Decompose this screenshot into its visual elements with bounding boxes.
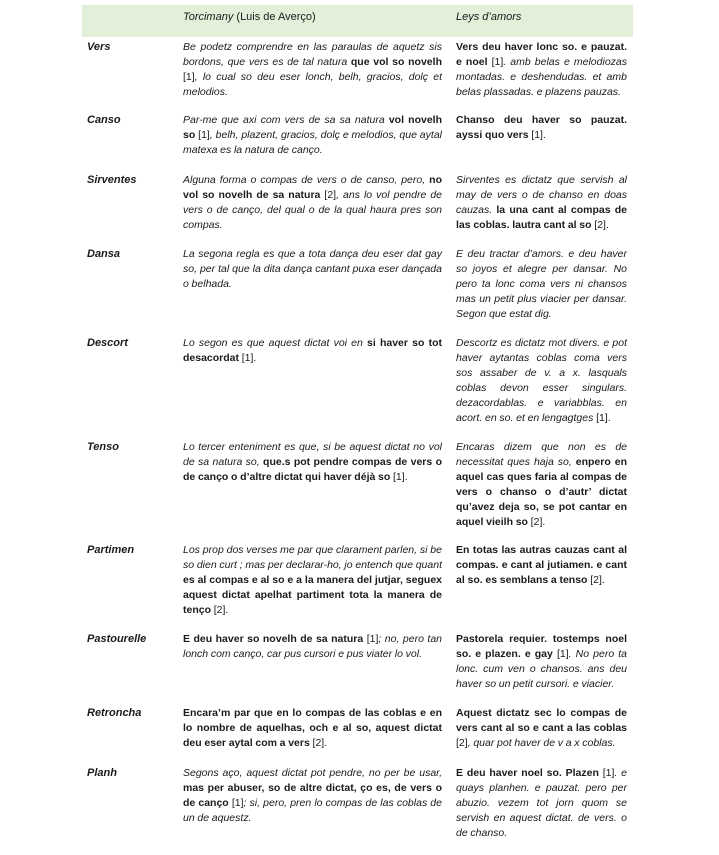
text-segment: que.s pot pendre compas de vers o de canço o d’altre dictat qui haver déjà so: [183, 456, 442, 483]
text-segment: . No pero ta lonc. cum ven o chansos. ans deu haver so un petit cursori. e viacier.: [456, 648, 627, 690]
text-segment: Encara’m par que en lo compas de las coblas e en lo nombre de aquelhas, och e al so, aquest dictat deu eser aytal com a vers: [183, 707, 442, 749]
text-segment: Pastorela requier. tostemps noel so. e plazen. e gay: [456, 633, 627, 660]
cell-leys-damors: [456, 247, 627, 322]
text-segment: Aquest dictatz sec lo compas de vers cant al so e cant a las coblas: [456, 707, 627, 734]
text-segment: la una cant al compas de las coblas. lautra cant al so: [456, 204, 627, 231]
cell-torcimany: [183, 173, 442, 233]
text-segment: Sirventes es dictatz que servish al may de vers o de chanso en doas cauzas.: [456, 174, 627, 216]
header-col-leys: Leys d’amors: [456, 11, 522, 23]
row-term: Vers: [87, 41, 111, 53]
text-segment: [1]: [195, 129, 210, 141]
header-col-torcimany-author: (Luis de Averço): [233, 11, 316, 23]
row-term: Tenso: [87, 441, 119, 453]
header-col-torcimany: [183, 10, 316, 24]
text-segment: es al compas e al so e a la manera del jutjar, seguex aquest dictat apelhat partiment tota la manera de tenço: [183, 574, 442, 616]
text-segment: Vers deu haver lonc so. e pauzat. e noel: [456, 41, 627, 68]
cell-leys-damors: [456, 766, 627, 841]
text-segment: [1]: [487, 56, 504, 68]
text-segment: si haver so tot desacordat: [183, 337, 442, 364]
text-segment: vol novelh so: [183, 114, 442, 141]
text-segment: Lo segon es que aquest dictat voi en: [183, 337, 368, 349]
row-term: Retroncha: [87, 707, 142, 719]
text-segment: , belh, plazent, gracios, dolç e melodios, que aytal matexa es la natura de canço.: [183, 129, 442, 156]
cell-torcimany: [183, 247, 442, 292]
cell-leys-damors: [456, 336, 627, 426]
text-segment: [1]: [598, 767, 615, 779]
row-term: Canso: [87, 114, 121, 126]
cell-leys-damors: [456, 40, 627, 100]
cell-torcimany: [183, 632, 442, 662]
text-segment: [1].: [239, 352, 257, 364]
cell-leys-damors: [456, 113, 627, 143]
text-segment: [1]: [363, 633, 379, 645]
row-term: Descort: [87, 337, 128, 349]
text-segment: . amb belas e melodiozas montadas. e deshendudas. et amb belas plassadas. e plazens pauzas.: [456, 56, 627, 98]
cell-torcimany: [183, 336, 442, 366]
text-segment: ; no, pero tan lonch com canço, car pus cursori e pus viater lo vol.: [183, 633, 442, 660]
text-segment: , quar pot haver de v a x coblas.: [467, 737, 616, 749]
row-term: Pastourelle: [87, 633, 147, 645]
text-segment: [1].: [593, 412, 611, 424]
cell-torcimany: [183, 543, 442, 618]
text-segment: Par-me que axi com vers de sa sa natura: [183, 114, 389, 126]
text-segment: Be podetz comprendre en las paraulas de aquetz sis bordons, que vers es de tal natura: [183, 41, 442, 68]
text-segment: enpero en aquel cas ques faria al compas de vers o chanso o d’autr’ dictat qu’avez deja so, se pot cantar en aquel vieilh so: [456, 456, 627, 528]
text-segment: no vol so novelh de sa natura: [183, 174, 442, 201]
text-segment: [2].: [587, 574, 605, 586]
cell-torcimany: [183, 440, 442, 485]
text-segment: Lo tercer enteniment es que, si be aquest dictat no vol de sa natura so,: [183, 441, 442, 468]
cell-torcimany: [183, 113, 442, 158]
text-segment: E deu haver noel so. Plazen: [456, 767, 599, 779]
text-segment: Encaras dizem que non es de necessitat ques haja so,: [456, 441, 627, 468]
cell-leys-damors: [456, 543, 627, 588]
text-segment: [2].: [527, 516, 546, 528]
text-segment: [2]: [456, 737, 468, 749]
text-segment: . e quays planhen. e pauzat. pero per abuzio. vezem tot jorn quom se servish en aquest dictat. de vers. o de chanso.: [456, 767, 627, 839]
cell-leys-damors: [456, 632, 627, 692]
text-segment: [2].: [309, 737, 328, 749]
table-header: [82, 5, 633, 37]
row-term: Partimen: [87, 544, 135, 556]
text-segment: En totas las autras cauzas cant al compas. e cant al jutiamen. e cant al so. es semblans a tenso: [456, 544, 627, 586]
text-segment: [2].: [591, 219, 609, 231]
text-segment: E deu tractar d’amors. e deu haver so joyos et alegre per dansar. No pero ta lonc coma vers ni chansos mas un petit plus viacier per dansar. Segon que estat dig.: [456, 248, 627, 320]
text-segment: [1]: [228, 797, 244, 809]
text-segment: , ans lo vol pendre de vers o de canço, del qual o de la qual haura pres son compas.: [183, 189, 443, 231]
text-segment: La segona regla es que a tota dança deu eser dat gay so, per tal que la dita dança cantant puxa eser dançada o belhada.: [183, 248, 442, 290]
text-segment: Alguna forma o compas de vers o de canso, pero,: [183, 174, 430, 186]
cell-leys-damors: [456, 440, 627, 530]
text-segment: Los prop dos verses me par que clarament parlen, si be so dien curt ; mas per declarar-ho, jo entench que quant: [183, 544, 442, 571]
text-segment: [1].: [528, 129, 546, 141]
cell-torcimany: [183, 766, 442, 826]
row-term: Dansa: [87, 248, 121, 260]
cell-leys-damors: [456, 173, 627, 233]
text-segment: [2].: [211, 604, 229, 616]
cell-torcimany: [183, 40, 442, 100]
cell-torcimany: [183, 706, 442, 751]
text-segment: E deu haver so novelh de sa natura: [183, 633, 364, 645]
text-segment: Descortz es dictatz mot divers. e pot haver aytantas coblas coma vers sos assaber de v. a x. lasquals coblas devon esser singulars. dezacordablas. e variabblas. en acort. en so. et en lengagtges: [456, 337, 627, 424]
text-segment: mas per abuser, so de altre dictat, ço es, de vers o de canço: [183, 782, 442, 809]
text-segment: [1].: [390, 471, 408, 483]
header-col-torcimany-title: Torcimany: [183, 11, 234, 23]
text-segment: Segons aço, aquest dictat pot pendre, no per be usar,: [183, 767, 442, 779]
row-term: Sirventes: [87, 174, 137, 186]
text-segment: [2]: [320, 189, 337, 201]
text-segment: Chanso deu haver so pauzat. ayssi quo vers: [456, 114, 627, 141]
text-segment: que vol so novelh: [350, 56, 442, 68]
text-segment: [1]: [183, 71, 195, 83]
text-segment: [1]: [552, 648, 569, 660]
text-segment: ; si, pero, pren lo compas de las coblas de un de aquestz.: [183, 797, 442, 824]
row-term: Planh: [87, 767, 117, 779]
text-segment: , lo cual so deu eser lonch, belh, gracios, dolç et melodios.: [183, 71, 442, 98]
cell-leys-damors: [456, 706, 627, 751]
